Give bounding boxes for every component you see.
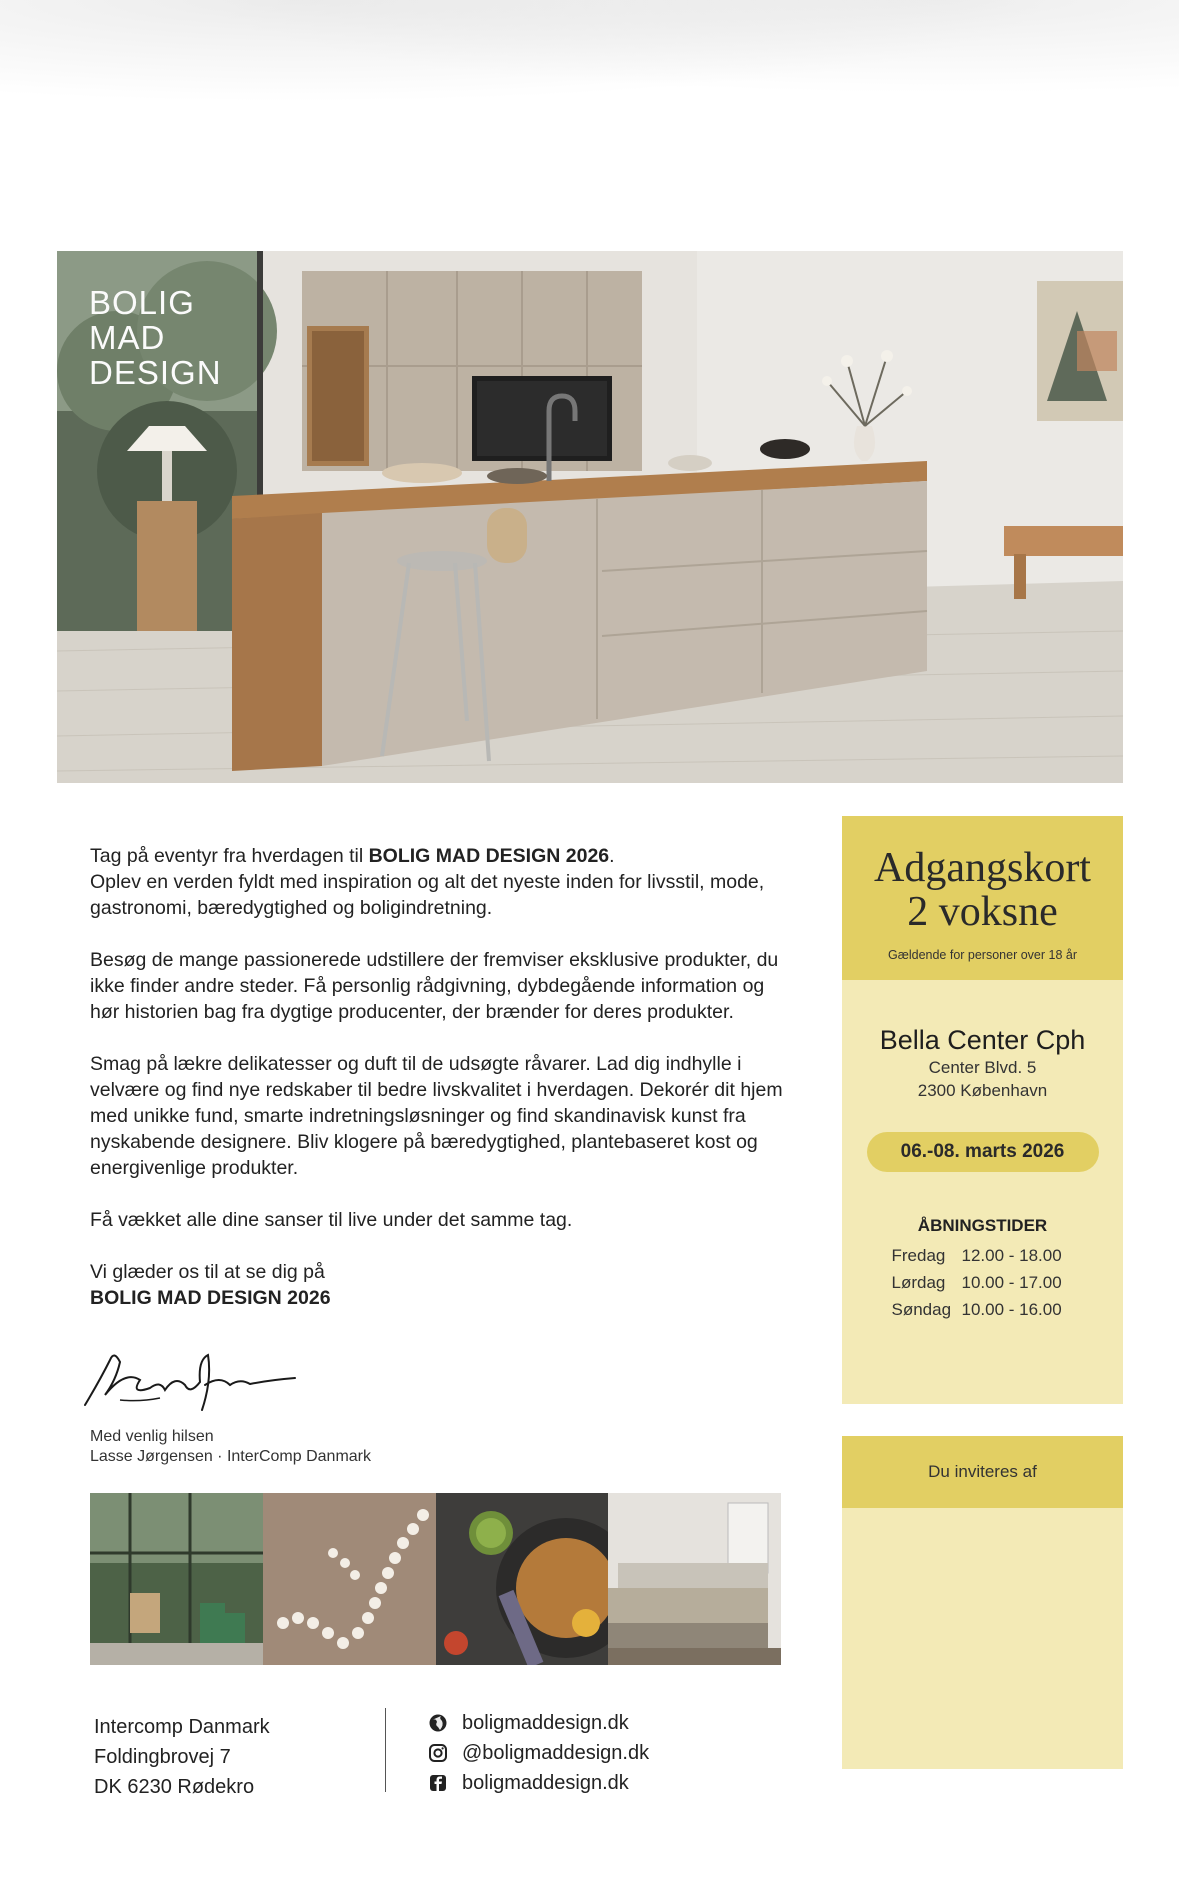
venue-name: Bella Center Cph <box>879 1025 1086 1055</box>
hours-time: 10.00 - 17.00 <box>961 1273 1062 1292</box>
intro-text: Tag på eventyr fra hverdagen til <box>90 845 369 867</box>
footer-divider <box>385 1708 386 1792</box>
ticket-title <box>842 846 1123 934</box>
company-name: Intercomp Danmark <box>94 1716 270 1738</box>
paragraph-food: Smag på lækre delikatesser og duft til de udsøgte råvarer. Lad dig indhylle i velvære og find nye redskaber til bedre livskvalitet i hverdagen. Dekorér dit hjem med unikke fund, smarte indretningsløsninger og find skandinavisk kunst fra nyskabende designere. Bliv klogere på bæredygtighed, plantebaseret kost og energivenlige produkter. <box>90 1053 783 1179</box>
invitation-text <box>90 843 790 1337</box>
brand-logo <box>89 285 222 390</box>
event-dates-badge: 06.-08. marts 2026 <box>867 1132 1099 1172</box>
instagram-link[interactable] <box>428 1738 649 1768</box>
intro-rest: Oplev en verden fyldt med inspiration og alt det nyeste inden for livsstil, mode, gastronomi, bæredygtighed og boligindretning. <box>90 871 765 919</box>
handwritten-signature <box>80 1340 310 1420</box>
ticket-title-line: Adgangskort <box>874 845 1091 891</box>
hours-day: Lørdag <box>891 1273 946 1292</box>
signer-name: Lasse Jørgensen · InterComp Danmark <box>90 1448 371 1465</box>
greeting: Med venlig hilsen <box>90 1428 214 1445</box>
globe-icon <box>428 1713 448 1733</box>
instagram-text: @boligmaddesign.dk <box>462 1742 650 1764</box>
venue-street: Center Blvd. 5 <box>928 1058 1037 1077</box>
facebook-icon <box>428 1773 448 1793</box>
venue-city: 2300 København <box>917 1081 1048 1100</box>
hours-row <box>842 1269 1123 1296</box>
hours-day: Søndag <box>891 1300 952 1319</box>
top-shadow <box>0 0 1179 120</box>
closing-event-name: BOLIG MAD DESIGN 2026 <box>90 1287 331 1309</box>
photo-strip <box>90 1493 781 1665</box>
event-name: BOLIG MAD DESIGN 2026 <box>368 845 610 867</box>
contact-links <box>428 1708 649 1798</box>
logo-line: MAD <box>89 319 166 356</box>
logo-line: BOLIG <box>89 284 195 321</box>
website-text: boligmaddesign.dk <box>462 1712 629 1734</box>
company-street: Foldingbrovej 7 <box>94 1746 231 1768</box>
intro-period: . <box>609 845 615 867</box>
admission-ticket <box>842 816 1123 1404</box>
pearls-photo <box>263 1493 436 1665</box>
closing-paragraph <box>90 1259 790 1311</box>
hours-row <box>842 1242 1123 1269</box>
invited-by-label: Du inviteres af <box>842 1436 1123 1508</box>
ticket-subtitle: Gældende for personer over 18 år <box>888 948 1077 962</box>
website-link[interactable] <box>428 1708 649 1738</box>
signature-block <box>90 1427 371 1467</box>
ticket-title-line: 2 voksne <box>907 889 1058 935</box>
company-city: DK 6230 Rødekro <box>94 1776 255 1798</box>
bedroom-photo <box>608 1493 781 1665</box>
company-address <box>94 1712 270 1802</box>
closing-text: Vi glæder os til at se dig på <box>90 1261 325 1283</box>
venue-info <box>842 1024 1123 1102</box>
logo-line: DESIGN <box>89 354 222 391</box>
hours-day: Fredag <box>891 1246 946 1265</box>
invited-by-panel <box>842 1436 1123 1769</box>
hours-time: 10.00 - 16.00 <box>961 1300 1062 1319</box>
paragraph-exhibitors: Besøg de mange passionerede udstillere der fremviser eksklusive produkter, du ikke finder andre steder. Få personlig rådgivning, dybdegående information og hør historien bag fra dygtige producenter, der brænder for deres produkter. <box>90 949 779 1023</box>
hours-time: 12.00 - 18.00 <box>961 1246 1062 1265</box>
ticket-header <box>842 816 1123 980</box>
instagram-icon <box>428 1743 448 1763</box>
facebook-text: boligmaddesign.dk <box>462 1772 629 1794</box>
intro-paragraph <box>90 843 790 921</box>
hours-row <box>842 1296 1123 1323</box>
hero-kitchen-image <box>57 251 1123 783</box>
opening-hours <box>842 1216 1123 1323</box>
greenhouse-photo <box>90 1493 263 1665</box>
paragraph-senses: Få vækket alle dine sanser til live under det samme tag. <box>90 1209 573 1231</box>
opening-hours-title: ÅBNINGSTIDER <box>917 1216 1048 1235</box>
food-photo <box>436 1493 609 1665</box>
facebook-link[interactable] <box>428 1768 649 1798</box>
